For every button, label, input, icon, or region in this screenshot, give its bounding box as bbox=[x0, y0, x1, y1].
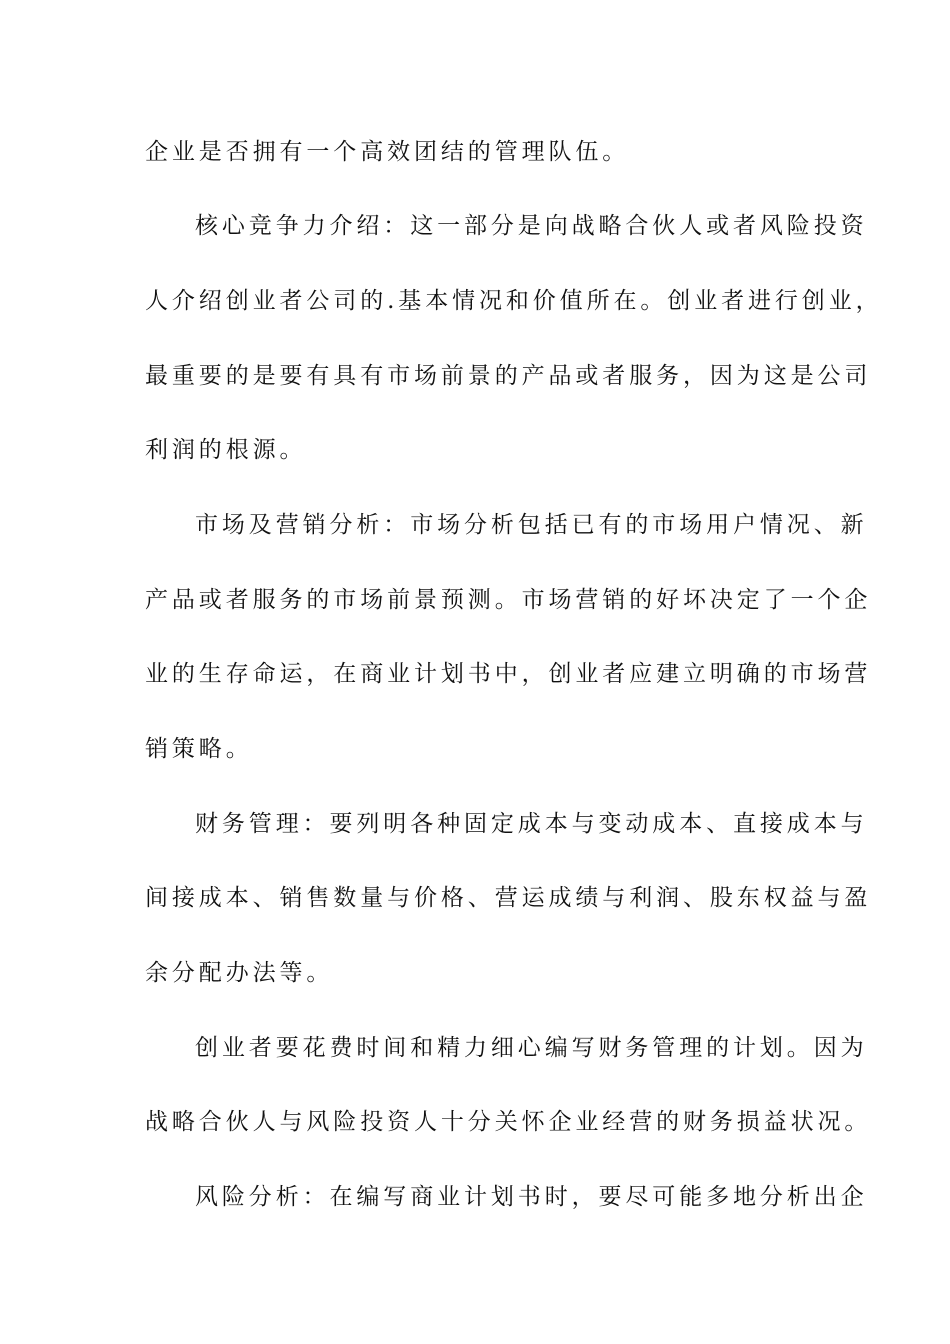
text-line: 最重要的是要有具有市场前景的产品或者服务，因为这是公司 bbox=[145, 363, 872, 389]
text-line: 利润的根源。 bbox=[145, 437, 307, 463]
text-line: 业的生存命运，在商业计划书中，创业者应建立明确的市场营 bbox=[145, 661, 872, 687]
paragraph-first-line: 风险分析：在编写商业计划书时，要尽可能多地分析出企 bbox=[195, 1184, 868, 1210]
paragraph-first-line: 财务管理：要列明各种固定成本与变动成本、直接成本与 bbox=[195, 811, 868, 837]
text-line: 间接成本、销售数量与价格、营运成绩与利润、股东权益与盈 bbox=[145, 885, 872, 911]
text-line: 销策略。 bbox=[145, 736, 253, 762]
text-line: 余分配办法等。 bbox=[145, 960, 334, 986]
paragraph-first-line: 创业者要花费时间和精力细心编写财务管理的计划。因为 bbox=[195, 1035, 868, 1061]
text-line: 人介绍创业者公司的.基本情况和价值所在。创业者进行创业， bbox=[145, 288, 883, 314]
paragraph-first-line: 市场及营销分析：市场分析包括已有的市场用户情况、新 bbox=[195, 512, 868, 538]
text-line: 战略合伙人与风险投资人十分关怀企业经营的财务损益状况。 bbox=[145, 1109, 872, 1135]
text-line: 企业是否拥有一个高效团结的管理队伍。 bbox=[145, 139, 630, 165]
paragraph-first-line: 核心竞争力介绍：这一部分是向战略合伙人或者风险投资 bbox=[195, 213, 868, 239]
text-line: 产品或者服务的市场前景预测。市场营销的好坏决定了一个企 bbox=[145, 587, 872, 613]
